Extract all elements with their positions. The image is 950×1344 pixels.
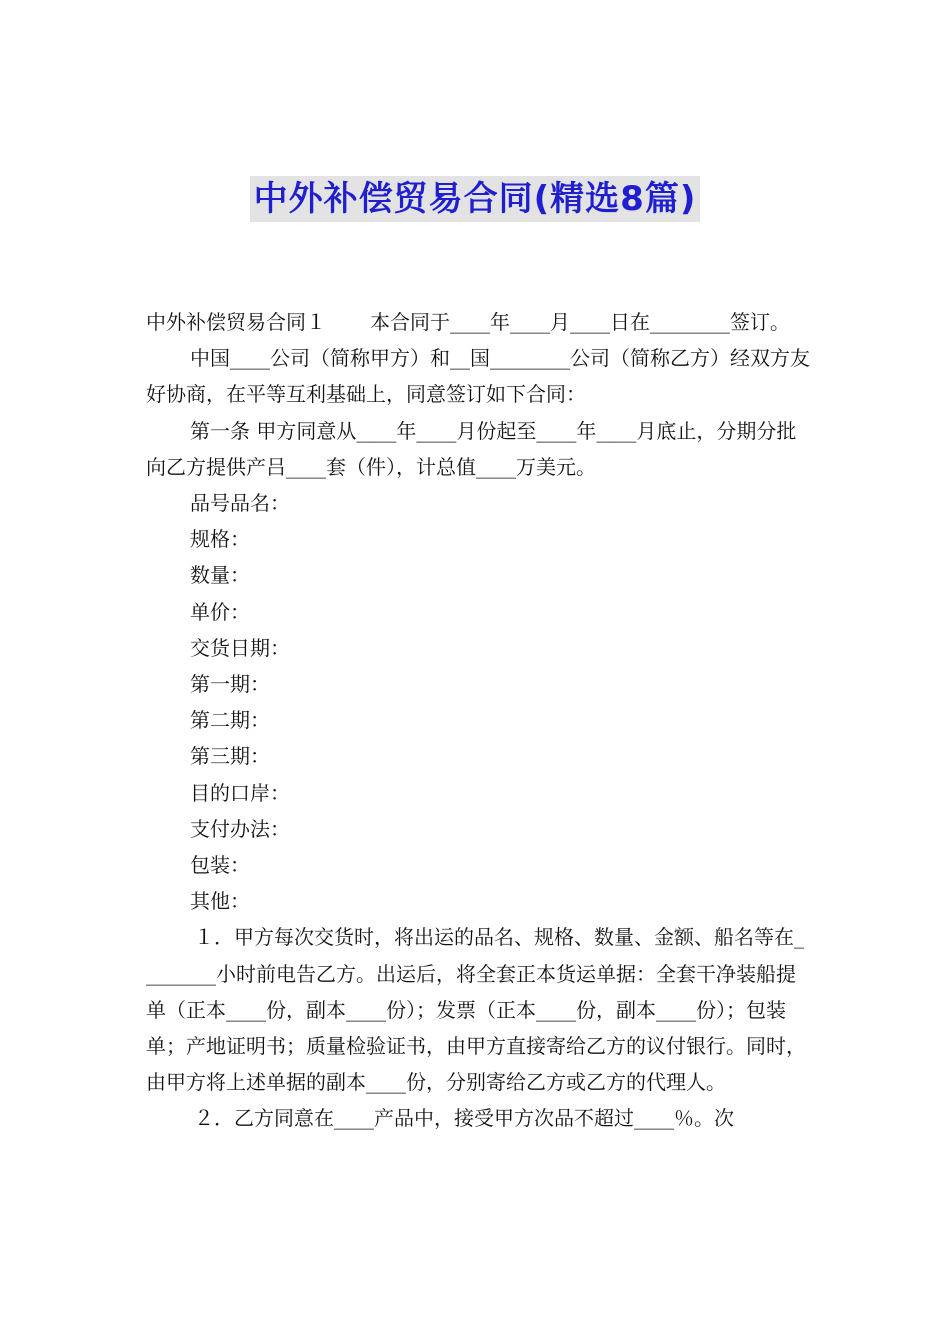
parties-paragraph: 中国____公司（简称甲方）和__国________公司（简称乙方）经双方友好协商，在平等互利基础上，同意签订如下合同： (146, 346, 810, 407)
lead-paragraph (146, 304, 810, 340)
field-phase-one: 第一期： (190, 672, 270, 697)
document-body (146, 304, 810, 1137)
clause-one-paragraph: １．甲方每次交货时，将出运的品名、规格、数量、金额、船名等在________小时前电告乙方。出运后，将全套正本货运单据：全套干净装船提单（正本____份，副本____份）；发票（正本____份，副本____份）；包装单；产地证明书；质量检验证书，由甲方直接寄给乙方的议付银行。同时，由甲方将上述单据的副本____份，分别寄给乙方或乙方的代理人。 (146, 925, 806, 1095)
field-payment-method: 支付办法： (190, 816, 290, 841)
field-other: 其他： (190, 889, 250, 914)
article-one-paragraph: 第一条 甲方同意从____年____月份起至____年____月底止，分期分批向乙方提供产吕____套（件），计总值____万美元。 (146, 418, 797, 479)
field-phase-three: 第三期： (190, 744, 270, 769)
field-delivery-date: 交货日期： (190, 635, 290, 660)
field-packaging: 包装： (190, 853, 250, 878)
field-destination-port: 目的口岸： (190, 780, 290, 805)
document-title: 中外补偿贸易合同(精选8篇) (250, 176, 701, 222)
field-unit-price: 单价： (190, 599, 250, 624)
contract-heading: 中外补偿贸易合同１ (146, 310, 326, 334)
clause-two-paragraph: ２．乙方同意在____产品中，接受甲方次品不超过____％。次 (194, 1106, 734, 1131)
field-quantity: 数量： (190, 563, 250, 588)
field-phase-two: 第二期： (190, 708, 270, 733)
field-specification: 规格： (190, 527, 250, 552)
lead-text: 本合同于____年____月____日在________签订。 (370, 310, 790, 334)
title-container (0, 176, 950, 222)
field-product-name: 品号品名： (190, 491, 290, 516)
